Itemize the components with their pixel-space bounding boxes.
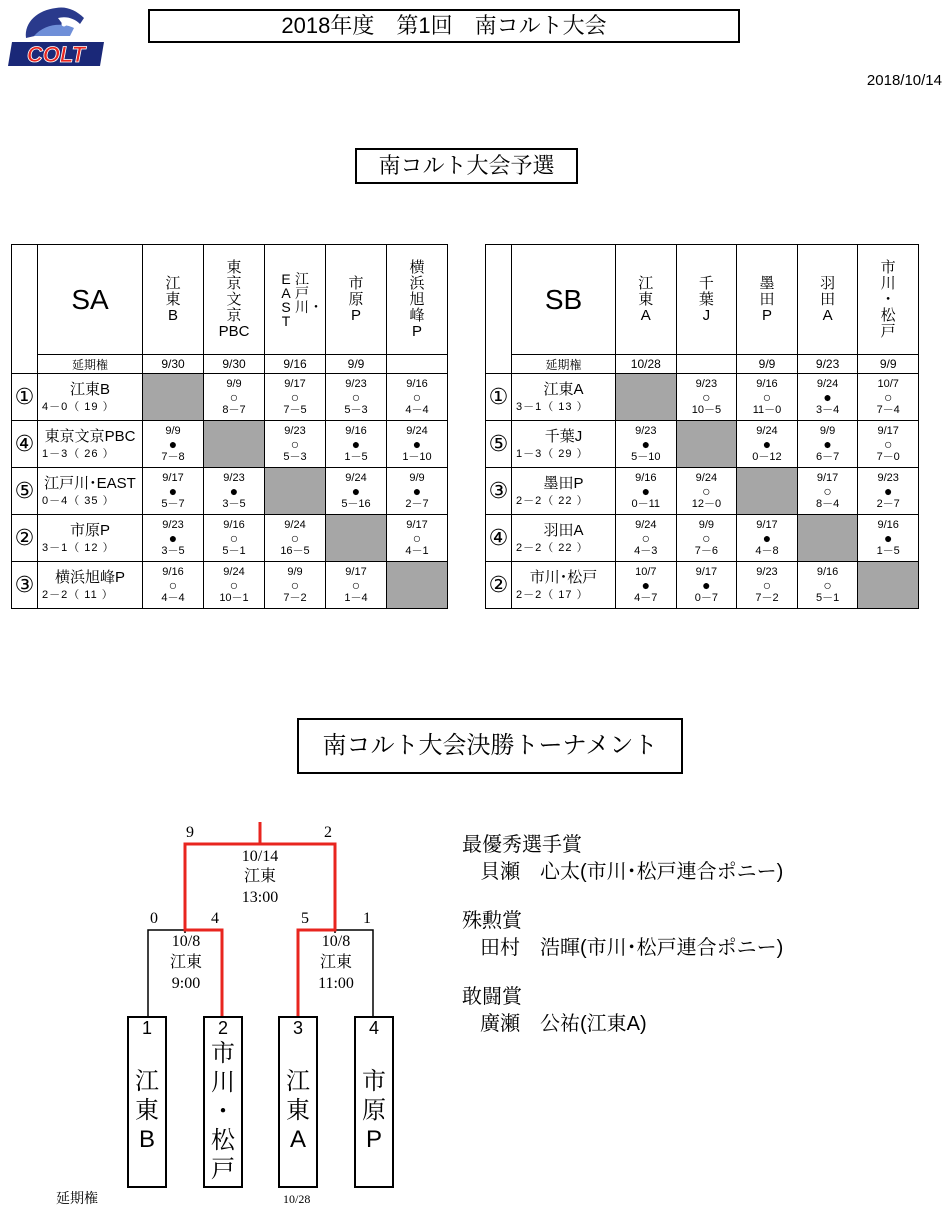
- semi1-left-score: 0: [150, 910, 158, 927]
- match-date: 9/9: [226, 377, 242, 390]
- match-result: [265, 374, 326, 421]
- match-result: [797, 468, 858, 515]
- col-head: 市 原 P: [326, 245, 387, 355]
- match-result: [204, 515, 265, 562]
- match-result: [676, 515, 737, 562]
- team-seed: 3: [292, 1018, 303, 1038]
- win-loss-mark: ●: [168, 482, 178, 499]
- logo-text: COLT: [26, 42, 86, 67]
- match-date: 9/9: [287, 565, 303, 578]
- team-row: [486, 468, 919, 515]
- match-date: 9/16: [406, 377, 428, 390]
- col-head: 羽 田 A: [797, 245, 858, 355]
- semi2-venue: 江東: [319, 954, 353, 971]
- match-date: 9/17: [284, 377, 306, 390]
- team-rank: ⑤: [12, 468, 38, 515]
- team-row: [486, 421, 919, 468]
- team-rank: ②: [486, 562, 512, 609]
- postpone-cell: 9/30: [143, 355, 204, 374]
- self-match-cell: [797, 515, 858, 562]
- semi2-time: 11:00: [318, 975, 354, 992]
- match-score: 1－10: [402, 450, 432, 463]
- team-seed: 1: [141, 1018, 152, 1038]
- semi1-venue: 江東: [169, 954, 203, 971]
- match-result: [676, 562, 737, 609]
- match-result: [387, 515, 448, 562]
- win-loss-mark: ●: [351, 482, 361, 499]
- postpone-label: 延期権: [512, 355, 616, 374]
- team-record: 2－2（ 22 ）: [516, 495, 589, 507]
- match-result: [616, 421, 677, 468]
- match-result: [797, 374, 858, 421]
- team-record: 3－1（ 12 ）: [42, 542, 115, 554]
- match-date: 9/23: [756, 565, 778, 578]
- match-score: 7－2: [755, 591, 779, 604]
- team-name: 江東A: [543, 381, 584, 398]
- match-date: 9/24: [756, 424, 778, 437]
- col-head: EAST 江戸川・: [265, 245, 326, 355]
- team-record: 2－2（ 17 ）: [516, 589, 589, 601]
- team-rank: ③: [12, 562, 38, 609]
- match-result: [616, 562, 677, 609]
- match-score: 12－0: [691, 497, 722, 510]
- match-result: [616, 468, 677, 515]
- col-head: 墨 田 P: [737, 245, 798, 355]
- bracket-team-4: [354, 1016, 394, 1188]
- win-loss-mark: ●: [823, 435, 832, 452]
- team-name: 江戸川･EAST: [44, 475, 136, 492]
- team-name: 横浜旭峰P: [54, 569, 125, 586]
- semi2-right-score: 1: [363, 910, 371, 927]
- match-result: [676, 468, 737, 515]
- match-result: [858, 374, 919, 421]
- match-score: 2－7: [876, 497, 900, 510]
- final-date: 10/14: [241, 848, 279, 865]
- team-row: [486, 515, 919, 562]
- match-date: 9/23: [162, 518, 184, 531]
- awards-list: [462, 832, 783, 1038]
- team-rank: ③: [486, 468, 512, 515]
- match-result: [797, 562, 858, 609]
- final-title: 南コルト大会決勝トーナメント: [297, 718, 683, 774]
- match-result: [387, 468, 448, 515]
- team-name: 羽田A: [543, 522, 584, 539]
- self-match-cell: [858, 562, 919, 609]
- match-date: 9/17: [406, 518, 428, 531]
- match-date: 9/9: [165, 424, 181, 437]
- match-score: 11－0: [752, 403, 782, 416]
- match-score: 7－8: [161, 450, 185, 463]
- match-score: 4－8: [755, 544, 779, 557]
- win-loss-mark: ●: [762, 529, 772, 546]
- win-loss-mark: ●: [641, 576, 651, 593]
- team-record: 1－3（ 26 ）: [42, 448, 115, 460]
- self-match-cell: [204, 421, 265, 468]
- award-title: 敢闘賞: [462, 986, 522, 1008]
- corner-cell: [12, 245, 38, 374]
- col-head: 江 東 A: [616, 245, 677, 355]
- win-loss-mark: ○: [762, 388, 772, 405]
- self-match-cell: [616, 374, 677, 421]
- match-score: 7－4: [876, 403, 900, 416]
- col-head: 横 浜 旭 峰 P: [387, 245, 448, 355]
- match-result: [676, 374, 737, 421]
- final-right-score: 2: [324, 824, 332, 841]
- match-result: [858, 421, 919, 468]
- semi1-date: 10/8: [171, 933, 201, 950]
- postpone-label: 延期権: [38, 355, 143, 374]
- win-loss-mark: ○: [883, 388, 893, 405]
- match-score: 0－12: [752, 450, 782, 463]
- match-date: 9/23: [877, 471, 899, 484]
- postpone-cell: 9/16: [265, 355, 326, 374]
- team-record: 1－3（ 29 ）: [516, 448, 589, 460]
- win-loss-mark: ○: [823, 482, 832, 499]
- match-date: 9/16: [345, 424, 367, 437]
- match-date: 9/16: [756, 377, 778, 390]
- match-score: 5－1: [815, 591, 840, 604]
- bracket-team-1: [127, 1016, 167, 1188]
- match-result: [737, 374, 798, 421]
- match-score: 5－3: [344, 403, 368, 416]
- award-winner: 廣瀬 公祐(江東A): [480, 1013, 647, 1035]
- team-name: 市川･松戸: [529, 569, 598, 586]
- match-date: 9/24: [816, 377, 839, 390]
- prelim-title: 南コルト大会予選: [355, 148, 578, 184]
- team-name: 江 東 A: [286, 1068, 310, 1153]
- win-loss-mark: ○: [883, 435, 893, 452]
- team-cell: [512, 562, 616, 609]
- match-date: 9/23: [345, 377, 367, 390]
- award-title: 最優秀選手賞: [462, 834, 582, 856]
- match-date: 9/17: [756, 518, 778, 531]
- match-result: [204, 562, 265, 609]
- match-score: 7－6: [694, 544, 719, 557]
- match-result: [326, 421, 387, 468]
- match-score: 6－7: [815, 450, 840, 463]
- win-loss-mark: ●: [351, 435, 361, 452]
- team-cell: [38, 515, 143, 562]
- team-record: 3－1（ 13 ）: [516, 401, 589, 413]
- team-row: [12, 421, 448, 468]
- team-record: 4－0（ 19 ）: [42, 401, 115, 413]
- win-loss-mark: ○: [290, 529, 300, 546]
- match-score: 2－7: [405, 497, 429, 510]
- team-cell: [38, 468, 143, 515]
- match-score: 5－16: [341, 497, 371, 510]
- match-result: [326, 562, 387, 609]
- match-result: [265, 421, 326, 468]
- team-seed: 4: [368, 1018, 379, 1038]
- win-loss-mark: ●: [641, 482, 651, 499]
- match-score: 0－7: [694, 591, 719, 604]
- match-result: [143, 421, 204, 468]
- bracket-postpone-label: 延期権: [56, 1190, 98, 1206]
- match-date: 9/24: [284, 518, 306, 531]
- win-loss-mark: ○: [290, 435, 300, 452]
- match-result: [797, 421, 858, 468]
- team-cell: [512, 515, 616, 562]
- win-loss-mark: ○: [762, 576, 772, 593]
- col-head: 千 葉 J: [676, 245, 737, 355]
- match-score: 5－7: [161, 497, 185, 510]
- postpone-cell: [387, 355, 448, 374]
- team-cell: [38, 562, 143, 609]
- win-loss-mark: ○: [229, 388, 239, 405]
- match-score: 0－11: [631, 497, 661, 510]
- match-date: 9/23: [695, 377, 718, 390]
- win-loss-mark: ○: [351, 388, 361, 405]
- team-cell: [512, 374, 616, 421]
- team-cell: [38, 421, 143, 468]
- bracket-team-3: [278, 1016, 318, 1188]
- final-time: 13:00: [241, 889, 279, 906]
- postpone-cell: 9/30: [204, 355, 265, 374]
- team-rank: ⑤: [486, 421, 512, 468]
- self-match-cell: [265, 468, 326, 515]
- page-title: 2018年度 第1回 南コルト大会: [148, 9, 740, 43]
- match-result: [616, 515, 677, 562]
- team-name: 市 川 ・ 松 戸: [211, 1040, 235, 1183]
- team-rank: ④: [12, 421, 38, 468]
- match-date: 9/17: [877, 424, 899, 437]
- self-match-cell: [737, 468, 798, 515]
- match-date: 9/23: [223, 471, 245, 484]
- match-date: 10/7: [877, 377, 899, 390]
- self-match-cell: [326, 515, 387, 562]
- match-result: [265, 562, 326, 609]
- match-date: 9/24: [345, 471, 367, 484]
- win-loss-mark: ●: [168, 435, 178, 452]
- match-score: 1－5: [344, 450, 368, 463]
- match-score: 4－4: [405, 403, 429, 416]
- postpone-cell: 9/9: [326, 355, 387, 374]
- win-loss-mark: ●: [883, 482, 893, 499]
- match-result: [858, 515, 919, 562]
- award-winner: 田村 浩暉(市川･松戸連合ポニー): [480, 937, 784, 959]
- match-date: 9/24: [635, 518, 657, 531]
- win-loss-mark: ●: [641, 435, 651, 452]
- award-title: 殊勲賞: [462, 910, 522, 932]
- match-result: [326, 468, 387, 515]
- match-score: 3－5: [161, 544, 185, 557]
- win-loss-mark: ○: [351, 576, 361, 593]
- team-row: [12, 468, 448, 515]
- match-result: [204, 468, 265, 515]
- self-match-cell: [143, 374, 204, 421]
- col-head: 東 京 文 京 PBC: [204, 245, 265, 355]
- match-date: 10/7: [635, 565, 657, 578]
- match-result: [737, 421, 798, 468]
- match-score: 7－2: [283, 591, 307, 604]
- match-score: 8－7: [222, 403, 246, 416]
- league-name: SB: [512, 245, 616, 355]
- match-date: 9/23: [635, 424, 657, 437]
- match-date: 9/24: [406, 424, 428, 437]
- win-loss-mark: ○: [290, 388, 300, 405]
- match-result: [737, 562, 798, 609]
- win-loss-mark: ●: [883, 529, 893, 546]
- match-result: [143, 515, 204, 562]
- postpone-cell: 10/28: [616, 355, 677, 374]
- match-result: [387, 374, 448, 421]
- win-loss-mark: ○: [412, 388, 422, 405]
- match-date: 9/9: [698, 518, 715, 531]
- team-row: [486, 374, 919, 421]
- match-date: 9/24: [695, 471, 718, 484]
- team-name: 市原P: [69, 522, 110, 539]
- match-date: 9/16: [162, 565, 184, 578]
- match-date: 9/16: [223, 518, 245, 531]
- match-result: [737, 515, 798, 562]
- match-score: 7－0: [876, 450, 900, 463]
- win-loss-mark: ○: [229, 529, 239, 546]
- match-result: [326, 374, 387, 421]
- win-loss-mark: ●: [412, 435, 422, 452]
- postpone-cell: 9/9: [737, 355, 798, 374]
- match-date: 9/17: [695, 565, 718, 578]
- match-score: 8－4: [815, 497, 840, 510]
- match-date: 9/23: [284, 424, 306, 437]
- match-date: 9/17: [345, 565, 367, 578]
- win-loss-mark: ○: [290, 576, 300, 593]
- final-left-score: 9: [186, 824, 194, 841]
- match-score: 5－3: [283, 450, 307, 463]
- award-winner: 貝瀬 心太(市川･松戸連合ポニー): [480, 861, 784, 883]
- match-score: 7－5: [283, 403, 307, 416]
- win-loss-mark: ●: [823, 388, 832, 405]
- win-loss-mark: ○: [412, 529, 422, 546]
- postpone-cell: 9/23: [797, 355, 858, 374]
- win-loss-mark: ●: [412, 482, 422, 499]
- team-rank: ②: [12, 515, 38, 562]
- team-seed: 2: [217, 1018, 228, 1038]
- team-record: 2－2（ 11 ）: [42, 589, 114, 601]
- colt-logo: [4, 2, 108, 74]
- team-rank: ④: [486, 515, 512, 562]
- corner-cell: [486, 245, 512, 374]
- match-score: 4－4: [161, 591, 185, 604]
- win-loss-mark: ●: [229, 482, 239, 499]
- match-score: 3－5: [222, 497, 246, 510]
- win-loss-mark: ●: [168, 529, 178, 546]
- match-score: 5－1: [222, 544, 246, 557]
- match-score: 4－1: [405, 544, 429, 557]
- team-record: 2－2（ 22 ）: [516, 542, 589, 554]
- team-name: 墨田P: [543, 475, 584, 492]
- match-score: 16－5: [280, 544, 310, 557]
- final-venue: 江東: [243, 868, 277, 885]
- win-loss-mark: ●: [702, 576, 711, 593]
- team-name: 千葉J: [544, 428, 583, 445]
- match-result: [204, 374, 265, 421]
- match-date: 9/17: [162, 471, 184, 484]
- postpone-cell: [676, 355, 737, 374]
- win-loss-mark: ○: [641, 529, 651, 546]
- team-cell: [512, 421, 616, 468]
- match-date: 9/9: [819, 424, 836, 437]
- match-result: [143, 468, 204, 515]
- match-date: 9/16: [816, 565, 839, 578]
- document-date: 2018/10/14: [866, 72, 942, 89]
- match-score: 1－4: [344, 591, 368, 604]
- match-date: 9/16: [635, 471, 657, 484]
- semi2-date: 10/8: [321, 933, 351, 950]
- win-loss-mark: ○: [823, 576, 832, 593]
- match-score: 4－7: [634, 591, 658, 604]
- self-match-cell: [676, 421, 737, 468]
- league-table-sb: [485, 244, 919, 609]
- semi1-time: 9:00: [171, 975, 201, 992]
- match-date: 9/9: [409, 471, 425, 484]
- semi1-right-score: 4: [211, 910, 219, 927]
- team-name: 江 東 B: [135, 1068, 159, 1153]
- league-table-sa: [11, 244, 448, 609]
- win-loss-mark: ●: [762, 435, 772, 452]
- win-loss-mark: ○: [702, 388, 711, 405]
- postpone-cell: 9/9: [858, 355, 919, 374]
- team-row: [486, 562, 919, 609]
- match-score: 5－10: [631, 450, 661, 463]
- team-name: 江東B: [69, 381, 110, 398]
- match-date: 9/17: [816, 471, 839, 484]
- team-row: [12, 374, 448, 421]
- match-date: 9/16: [877, 518, 899, 531]
- match-date: 9/24: [223, 565, 245, 578]
- team-cell: [512, 468, 616, 515]
- team-name: 市 原 P: [362, 1068, 386, 1153]
- match-score: 4－3: [634, 544, 658, 557]
- match-score: 10－1: [219, 591, 249, 604]
- match-result: [387, 421, 448, 468]
- match-score: 10－5: [691, 403, 722, 416]
- self-match-cell: [387, 562, 448, 609]
- team-row: [12, 562, 448, 609]
- match-result: [143, 562, 204, 609]
- team-rank: ①: [12, 374, 38, 421]
- match-result: [265, 515, 326, 562]
- win-loss-mark: ○: [229, 576, 239, 593]
- team-rank: ①: [486, 374, 512, 421]
- bracket-team-2: [203, 1016, 243, 1188]
- bracket-postpone-date: 10/28: [283, 1192, 311, 1206]
- win-loss-mark: ○: [702, 482, 711, 499]
- col-head: 江 東 B: [143, 245, 204, 355]
- league-name: SA: [38, 245, 143, 355]
- win-loss-mark: ○: [702, 529, 711, 546]
- team-name: 東京文京PBC: [44, 428, 136, 445]
- team-row: [12, 515, 448, 562]
- match-score: 1－5: [876, 544, 900, 557]
- col-head: 市 川 ・ 松 戸: [858, 245, 919, 355]
- win-loss-mark: ○: [168, 576, 178, 593]
- match-score: 3－4: [815, 403, 840, 416]
- team-cell: [38, 374, 143, 421]
- match-result: [858, 468, 919, 515]
- team-record: 0－4（ 35 ）: [42, 495, 115, 507]
- semi2-left-score: 5: [301, 910, 309, 927]
